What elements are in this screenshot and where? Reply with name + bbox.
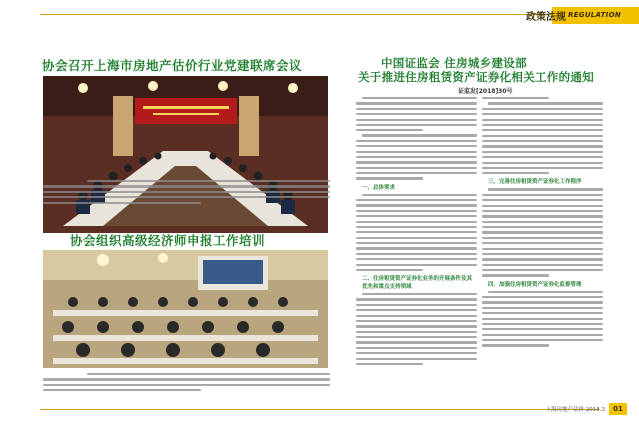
article1-caption xyxy=(43,180,330,220)
article2-caption xyxy=(43,373,330,407)
section-heading: 二、住房租赁资产证券化业务的开展条件及其优先和重点支持领域 xyxy=(362,276,473,291)
footer-rule xyxy=(40,409,599,410)
page-number: 01 xyxy=(609,403,627,415)
notice-title-line2: 关于推进住房租赁资产证券化相关工作的通知 xyxy=(358,70,594,84)
training-room-illustration xyxy=(43,250,328,368)
section-heading: 一、总体要求 xyxy=(362,184,396,191)
article1-title: 协会召开上海市房地产估价行业党建联席会议 xyxy=(42,58,303,73)
section-heading: 四、加强住房租赁资产证券化监督管理 xyxy=(488,281,582,288)
notice-column-right xyxy=(482,97,603,350)
training-photo xyxy=(43,250,328,368)
article2-title: 协会组织高级经济师申报工作培训 xyxy=(70,233,266,248)
magazine-name: 上海房地产估价 2018.3 xyxy=(545,407,605,413)
header-rule xyxy=(40,14,579,15)
document-number: 证监发[2018]30号 xyxy=(458,88,513,95)
notice-column-left xyxy=(356,97,477,368)
notice-title-line1: 中国证监会 住房城乡建设部 xyxy=(381,56,527,70)
section-title xyxy=(526,8,639,22)
section-title-cn: 政策法规 xyxy=(526,11,566,23)
section-title-en: REGULATION xyxy=(568,11,621,19)
footer xyxy=(546,403,628,415)
section-heading: 三、完善住房租赁资产证券化工作程序 xyxy=(488,179,582,186)
